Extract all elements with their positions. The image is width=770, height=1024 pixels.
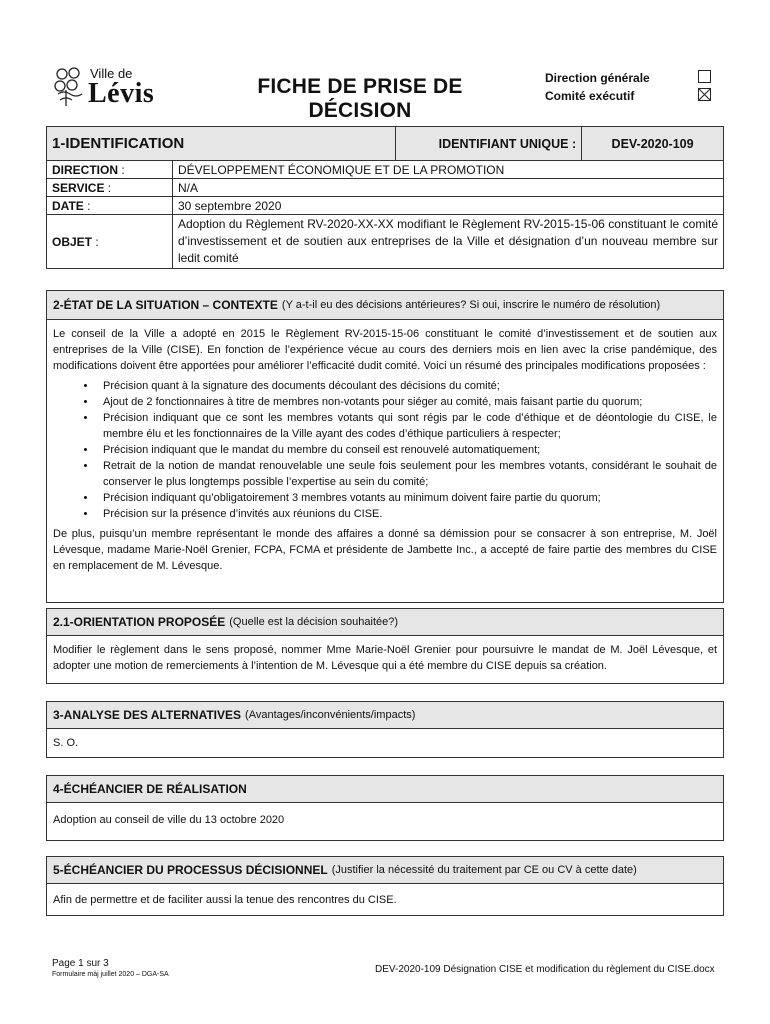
logo-text-main: Lévis bbox=[88, 78, 155, 109]
section-echeancier-processus-header bbox=[47, 857, 723, 884]
list-item: • Ajout de 2 fonctionnaires à titre de membres non-votants pour siéger au comité, mais faisant partie du quorum; bbox=[97, 394, 717, 410]
logo-emblem-icon bbox=[52, 66, 86, 108]
date-value: 30 septembre 2020 bbox=[173, 197, 724, 215]
identification-heading: 1-IDENTIFICATION bbox=[47, 127, 396, 161]
identification-table bbox=[46, 126, 724, 269]
document-title: FICHE DE PRISE DE DÉCISION bbox=[257, 75, 463, 122]
section-etat-situation-header bbox=[47, 291, 723, 320]
section-orientation-title: 2.1-ORIENTATION PROPOSÉE bbox=[53, 615, 226, 629]
section-etat-situation bbox=[46, 290, 724, 603]
section-etat-situation-subtitle: (Y a-t-il eu des décisions antérieures? Si oui, inscrire le numéro de résolution) bbox=[281, 299, 661, 311]
section-analyse-header bbox=[47, 702, 723, 729]
section-echeancier-realisation-title: 4-ÉCHÉANCIER DE RÉALISATION bbox=[53, 782, 247, 796]
section-analyse-subtitle: (Avantages/inconvénients/impacts) bbox=[245, 709, 416, 721]
section-etat-situation-title: 2-ÉTAT DE LA SITUATION – CONTEXTE bbox=[53, 298, 278, 312]
unique-id-value: DEV-2020-109 bbox=[582, 127, 724, 161]
context-intro: Le conseil de la Ville a adopté en 2015 le Règlement RV-2015-15-06 constituant le comité d’investissement et de soutien aux entreprises de la Ville (CISE). En fonction de l’expérience vécue au cours des derniers mois en lien avec la crise pandémique, des modifications doivent être apportées pour améliorer l’efficacité dudit comité. Voici un résumé des principales modifications proposées : bbox=[53, 328, 717, 372]
ville-de-levis-logo bbox=[52, 64, 162, 108]
section-analyse-title: 3-ANALYSE DES ALTERNATIVES bbox=[53, 708, 242, 722]
section-orientation-subtitle: (Quelle est la décision souhaitée?) bbox=[229, 616, 399, 628]
modifications-list bbox=[53, 378, 717, 522]
list-item: • Précision indiquant que le mandat du membre du conseil est renouvelé automatiquement; bbox=[97, 442, 717, 458]
logo-text-small: Ville de bbox=[90, 66, 133, 81]
direction-value: DÉVELOPPEMENT ÉCONOMIQUE ET DE LA PROMOTION bbox=[173, 161, 724, 179]
list-item: • Retrait de la notion de mandat renouvelable une seule fois seulement pour les membres votants, considérant le souhait de conserver le plus longtemps possible l’expertise au sein du comité; bbox=[97, 458, 717, 490]
section-etat-situation-body bbox=[47, 320, 723, 578]
section-echeancier-realisation-body: Adoption au conseil de ville du 13 octobre 2020 bbox=[53, 814, 285, 826]
unique-id-label: IDENTIFIANT UNIQUE : bbox=[396, 127, 582, 161]
list-item: • Précision quant à la signature des documents découlant des décisions du comité; bbox=[97, 378, 717, 394]
option-comite-executif-label: Comité exécutif bbox=[545, 89, 635, 103]
section-echeancier-processus-body: Afin de permettre et de faciliter aussi la tenue des rencontres du CISE. bbox=[53, 894, 397, 906]
list-item: • Précision indiquant qu’obligatoirement 3 membres votants au minimum doivent faire partie du quorum; bbox=[97, 490, 717, 506]
section-echeancier-processus-title: 5-ÉCHÉANCIER DU PROCESSUS DÉCISIONNEL bbox=[53, 863, 328, 877]
section-analyse bbox=[46, 701, 724, 758]
section-echeancier-realisation-header bbox=[47, 776, 723, 803]
service-label: SERVICE : bbox=[47, 179, 173, 197]
checkbox-cross-icon bbox=[699, 89, 710, 100]
context-outro: De plus, puisqu’un membre représentant le monde des affaires a donné sa démission pour se consacrer à son entreprise, M. Joël Lévesque, madame Marie-Noël Grenier, FCPA, FCMA et présidente de Jambette Inc., a accepté de faire partie des membres du CISE en remplacement de M. Lévesque. bbox=[53, 528, 717, 572]
section-orientation-header bbox=[47, 609, 723, 636]
service-value: N/A bbox=[173, 179, 724, 197]
page-number: Page 1 sur 3 bbox=[52, 958, 109, 969]
section-echeancier-processus-subtitle: (Justifier la nécessité du traitement par CE ou CV à cette date) bbox=[331, 864, 637, 876]
section-echeancier-processus bbox=[46, 856, 724, 916]
list-item: • Précision indiquant que ce sont les membres votants qui sont régis par le code d’éthique et de déontologie du CISE, le membre élu et les fonctionnaires de la Ville ayant des codes d’éthique particuliers à respecter; bbox=[97, 410, 717, 442]
section-orientation-body: Modifier le règlement dans le sens proposé, nommer Mme Marie-Noël Grenier pour poursuivre le mandat de M. Joël Lévesque, et adopter une motion de remerciements à l’intention de M. Lévesque qui a été membre du CISE depuis sa création. bbox=[53, 644, 717, 672]
option-direction-generale-label: Direction générale bbox=[545, 71, 650, 85]
date-label: DATE : bbox=[47, 197, 173, 215]
comite-executif-checkbox[interactable] bbox=[698, 88, 711, 101]
section-orientation bbox=[46, 608, 724, 684]
direction-generale-checkbox[interactable] bbox=[698, 70, 711, 83]
section-echeancier-realisation bbox=[46, 775, 724, 841]
list-item: • Précision sur la présence d’invités aux réunions du CISE. bbox=[97, 506, 717, 522]
objet-value: Adoption du Règlement RV-2020-XX-XX modifiant le Règlement RV-2015-15-06 constituant le comité d’investissement et de soutien aux entreprises de la Ville et désignation d’un nouveau membre sur ledit comité bbox=[173, 215, 724, 269]
direction-label: DIRECTION : bbox=[47, 161, 173, 179]
objet-label: OBJET : bbox=[47, 215, 173, 269]
form-version: Formulaire màj juillet 2020 – DGA-SA bbox=[52, 971, 169, 978]
document-filename: DEV-2020-109 Désignation CISE et modification du règlement du CISE.docx bbox=[375, 964, 715, 975]
section-analyse-body: S. O. bbox=[53, 737, 79, 749]
